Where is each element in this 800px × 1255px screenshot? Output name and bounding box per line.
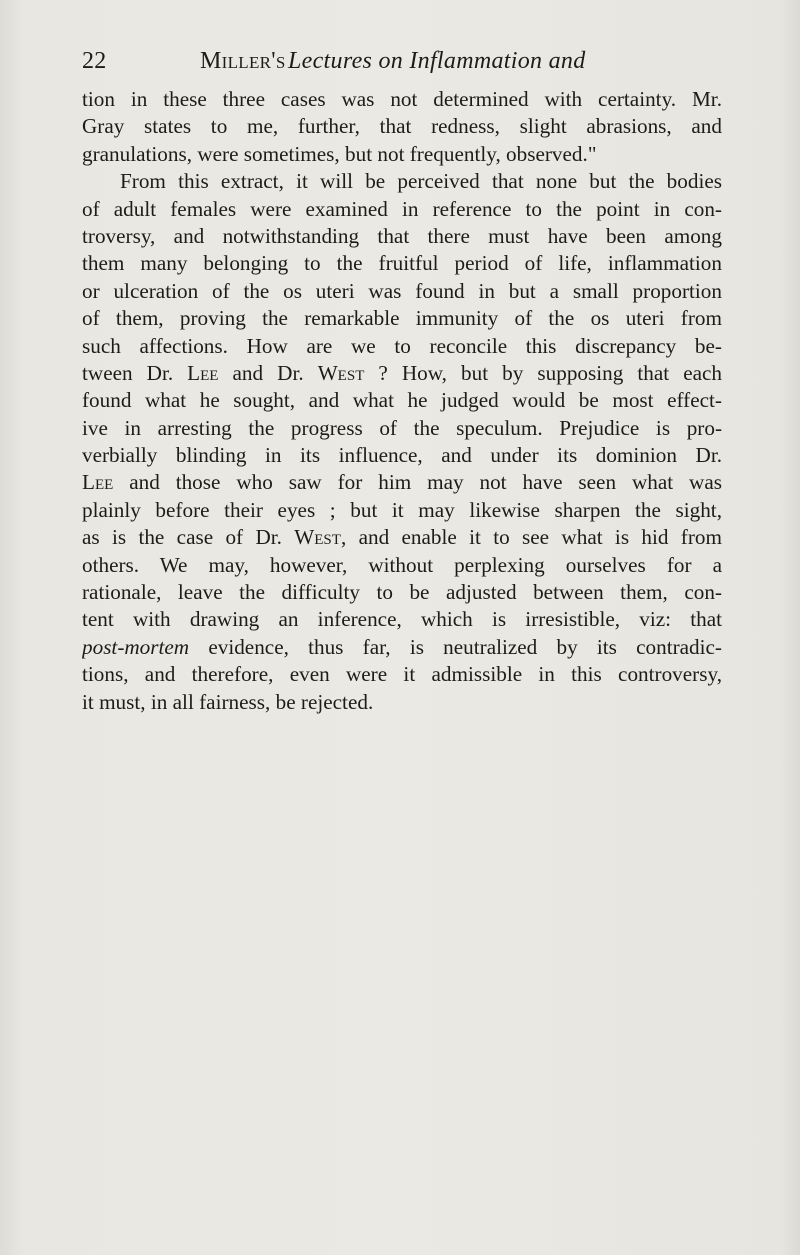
text-line: verbially blinding in its influence, and under its dominion Dr. — [82, 443, 722, 468]
text-line: them many belonging to the fruitful period of life, inflammation — [82, 251, 722, 276]
text-line — [82, 360, 722, 387]
text-line — [82, 469, 722, 496]
running-head-title: Lectures on Inflammation and — [288, 48, 586, 74]
text-line: troversy, and notwithstanding that there must have been among — [82, 223, 722, 248]
text-line: it must, in all fairness, be rejected. — [82, 689, 374, 714]
text-line: tions, and therefore, even were it admissible in this controversy, — [82, 662, 722, 687]
text-line: granulations, were sometimes, but not frequently, observed." — [82, 141, 597, 166]
text-run: evidence, thus far, is neutralized by its contradic- — [189, 634, 722, 659]
text-line: tion in these three cases was not determined with certainty. Mr. — [82, 87, 722, 111]
text-line: found what he sought, and what he judged would be most effect- — [82, 388, 722, 413]
text-line: plainly before their eyes ; but it may likewise sharpen the sight, — [82, 497, 722, 522]
text-line: others. We may, however, without perplexing ourselves for a — [82, 552, 722, 577]
term-post-mortem: post-mortem — [82, 634, 190, 659]
name-west: West — [317, 360, 365, 385]
text-line: From this extract, it will be perceived that none but the bodies — [120, 169, 722, 194]
text-line: rationale, leave the difficulty to be adjusted between them, con- — [82, 580, 722, 605]
text-run: and those who saw for him may not have seen what was — [113, 470, 722, 495]
text-run: as is the case of Dr. — [82, 525, 295, 550]
body-text — [82, 86, 722, 716]
text-run: and Dr. — [218, 360, 318, 385]
name-lee: Lee — [82, 470, 114, 495]
text-run: tween Dr. — [82, 360, 188, 385]
page-number: 22 — [82, 48, 107, 74]
text-line: Gray states to me, further, that redness, slight abrasions, and — [82, 114, 722, 139]
running-head — [82, 44, 722, 78]
text-line: of adult females were examined in reference to the point in con- — [82, 196, 722, 221]
text-run: , and enable it to see what is hid from — [340, 525, 722, 550]
text-run: ? How, but by supposing that each — [364, 360, 722, 385]
name-west: West — [294, 525, 341, 550]
text-line — [82, 524, 722, 551]
name-lee: Lee — [187, 360, 219, 385]
text-line: tent with drawing an inference, which is irresistible, viz: that — [82, 607, 722, 632]
text-line: or ulceration of the os uteri was found in but a small proportion — [82, 278, 722, 303]
text-line — [82, 634, 722, 661]
text-line: ive in arresting the progress of the speculum. Prejudice is pro- — [82, 415, 722, 440]
text-line: such affections. How are we to reconcile this discrepancy be- — [82, 333, 722, 358]
running-head-author: Miller's — [200, 48, 286, 74]
text-line: of them, proving the remarkable immunity of the os uteri from — [82, 306, 722, 331]
